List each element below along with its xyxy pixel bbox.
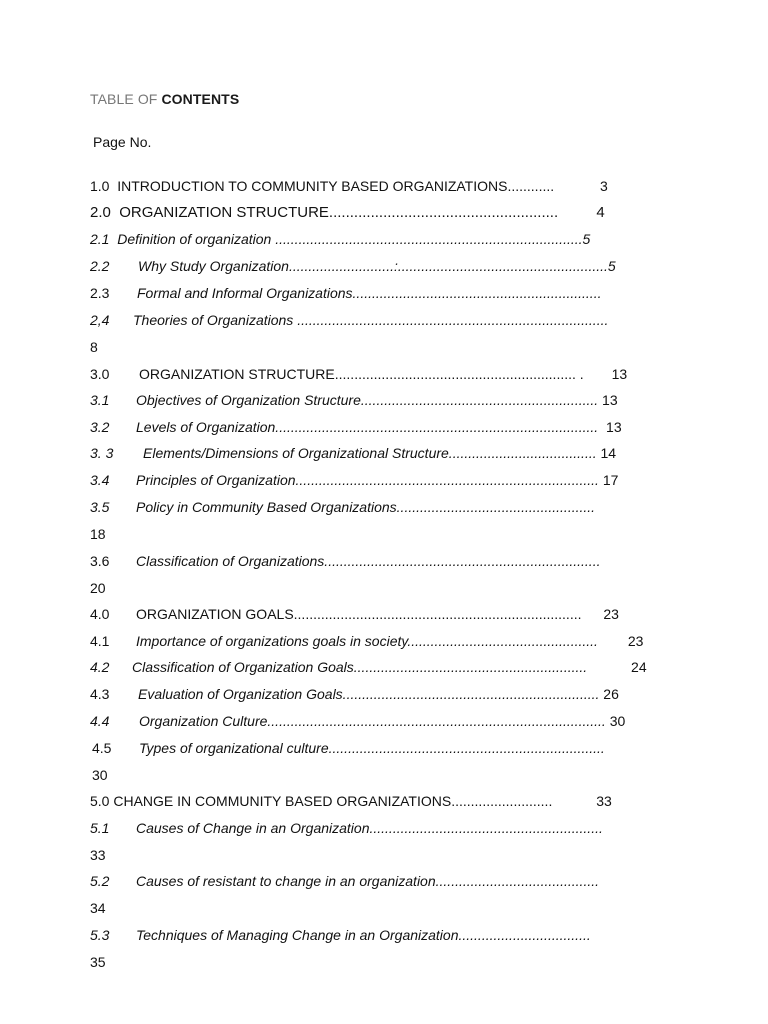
entry-page: 4 xyxy=(596,204,605,221)
entry-page: 20 xyxy=(90,580,106,596)
entry-number: 4.0 xyxy=(90,606,110,622)
entry-page: 30 xyxy=(609,713,626,729)
entry-number: 3.6 xyxy=(90,553,110,569)
toc-entry-1-0 xyxy=(90,177,608,195)
page-no-label: Page No. xyxy=(93,134,152,150)
toc-entry-5-0 xyxy=(90,792,612,810)
entry-number: 5.2 xyxy=(90,873,110,889)
entry-title: Definition of organization ............................................................................... xyxy=(117,231,583,247)
entry-number: 3.1 xyxy=(90,392,110,408)
toc-entry-5-3-page xyxy=(90,953,106,971)
entry-page: 8 xyxy=(90,339,98,355)
entry-title: Formal and Informal Organizations................................................................ xyxy=(137,285,602,301)
entry-title: Why Study Organization...........................:...................................................... xyxy=(138,258,608,274)
toc-entry-4-5-page xyxy=(92,766,108,784)
toc-entry-2-3 xyxy=(90,284,601,302)
toc-entry-3-4 xyxy=(90,471,618,489)
entry-number: 4.5 xyxy=(92,740,112,756)
entry-page: 14 xyxy=(600,445,617,461)
entry-page: 13 xyxy=(606,419,622,435)
entry-page: 35 xyxy=(90,954,106,970)
toc-entry-4-2 xyxy=(90,658,647,676)
toc-entry-4-1 xyxy=(90,632,643,650)
toc-entry-3-2 xyxy=(90,418,622,436)
toc-entry-4-3 xyxy=(90,685,619,703)
entry-number: 1.0 xyxy=(90,178,114,194)
toc-entry-4-5 xyxy=(92,739,605,757)
entry-number: 2.0 xyxy=(90,204,116,221)
entry-page: 23 xyxy=(627,633,644,649)
entry-page: 34 xyxy=(90,900,106,916)
entry-page: 18 xyxy=(90,526,106,542)
entry-title: Elements/Dimensions of Organizational Structure...................................... xyxy=(143,445,597,461)
entry-title: Policy in Community Based Organizations................................................... xyxy=(136,499,596,515)
entry-number: 2,4 xyxy=(90,312,110,328)
entry-page: 17 xyxy=(602,472,619,488)
toc-entry-2-2 xyxy=(90,257,616,275)
toc-entry-4-0 xyxy=(90,605,619,623)
entry-title: Classification of Organization Goals............................................................ xyxy=(132,659,588,675)
entry-title: INTRODUCTION TO COMMUNITY BASED ORGANIZATIONS............ xyxy=(117,178,555,194)
entry-title: Importance of organizations goals in society................................................. xyxy=(136,633,598,649)
entry-number: 4.3 xyxy=(90,686,110,702)
entry-page: 23 xyxy=(603,606,619,622)
entry-page: 33 xyxy=(596,793,612,809)
entry-number: 3.5 xyxy=(90,499,110,515)
entry-number: 5.1 xyxy=(90,820,110,836)
entry-title: Types of organizational culture....................................................................... xyxy=(139,740,605,756)
toc-entry-3-6-page xyxy=(90,579,106,597)
entry-title: ORGANIZATION STRUCTURE....................................................... xyxy=(119,204,559,221)
entry-number: 4.2 xyxy=(90,659,110,675)
entry-number: 3.0 xyxy=(90,366,110,382)
entry-number: 5.3 xyxy=(90,927,110,943)
entry-title: Causes of Change in an Organization............................................................ xyxy=(136,820,603,836)
entry-page: 5 xyxy=(607,258,616,274)
heading-word-of: OF xyxy=(137,91,162,107)
toc-entry-5-2-page xyxy=(90,899,106,917)
toc-entry-3-0 xyxy=(90,365,627,383)
entry-number: 3.4 xyxy=(90,472,110,488)
toc-entry-2-4-page xyxy=(90,338,98,356)
entry-title: Principles of Organization.............................................................................. xyxy=(136,472,599,488)
entry-title: Evaluation of Organization Goals.................................................................. xyxy=(138,686,600,702)
entry-title: ORGANIZATION STRUCTURE.............................................................. . xyxy=(139,366,584,382)
entry-page: 13 xyxy=(602,392,618,408)
toc-entry-2-4 xyxy=(90,311,608,329)
entry-title: Theories of Organizations ................................................................................ xyxy=(133,312,609,328)
entry-number: 2.1 xyxy=(90,231,114,247)
toc-entry-3-1 xyxy=(90,391,618,409)
toc-entry-3-3 xyxy=(90,444,616,462)
entry-page: 26 xyxy=(603,686,619,702)
entry-title: Objectives of Organization Structure............................................................. xyxy=(136,392,599,408)
entry-number: 4.1 xyxy=(90,633,110,649)
toc-entry-5-2 xyxy=(90,872,599,890)
entry-number: 2.2 xyxy=(90,258,110,274)
toc-entry-5-1-page xyxy=(90,846,106,864)
entry-number: 5.0 xyxy=(90,793,114,809)
heading-word-contents: CONTENTS xyxy=(161,91,240,107)
heading-word-table: TABLE xyxy=(90,91,138,107)
toc-entry-3-5-page xyxy=(90,525,106,543)
entry-page: 30 xyxy=(92,767,108,783)
entry-number: 4.4 xyxy=(90,713,110,729)
entry-title: ORGANIZATION GOALS.......................................................................... xyxy=(136,606,582,622)
entry-page: 3 xyxy=(600,178,608,194)
toc-entry-3-5 xyxy=(90,498,595,516)
toc-entry-4-4 xyxy=(90,712,625,730)
entry-title: Organization Culture....................................................................................... xyxy=(139,713,606,729)
toc-heading xyxy=(90,91,239,107)
entry-title: Techniques of Managing Change in an Organization.................................. xyxy=(136,927,591,943)
entry-title: Classification of Organizations....................................................................... xyxy=(136,553,601,569)
entry-number: 3. 3 xyxy=(90,445,114,461)
toc-entry-2-1 xyxy=(90,230,590,248)
toc-entry-5-1 xyxy=(90,819,603,837)
toc-entry-3-6 xyxy=(90,552,600,570)
entry-number: 3.2 xyxy=(90,419,110,435)
entry-title: Levels of Organization................................................................................... xyxy=(136,419,599,435)
entry-title: Causes of resistant to change in an organization.......................................... xyxy=(136,873,599,889)
entry-page: 24 xyxy=(631,659,647,675)
entry-page: 33 xyxy=(90,847,106,863)
entry-page: 13 xyxy=(611,366,628,382)
entry-title: CHANGE IN COMMUNITY BASED ORGANIZATIONS.......................... xyxy=(113,793,553,809)
entry-page: 5 xyxy=(582,231,591,247)
entry-number: 2.3 xyxy=(90,285,110,301)
toc-entry-5-3 xyxy=(90,926,591,944)
toc-entry-2-0 xyxy=(90,204,605,222)
